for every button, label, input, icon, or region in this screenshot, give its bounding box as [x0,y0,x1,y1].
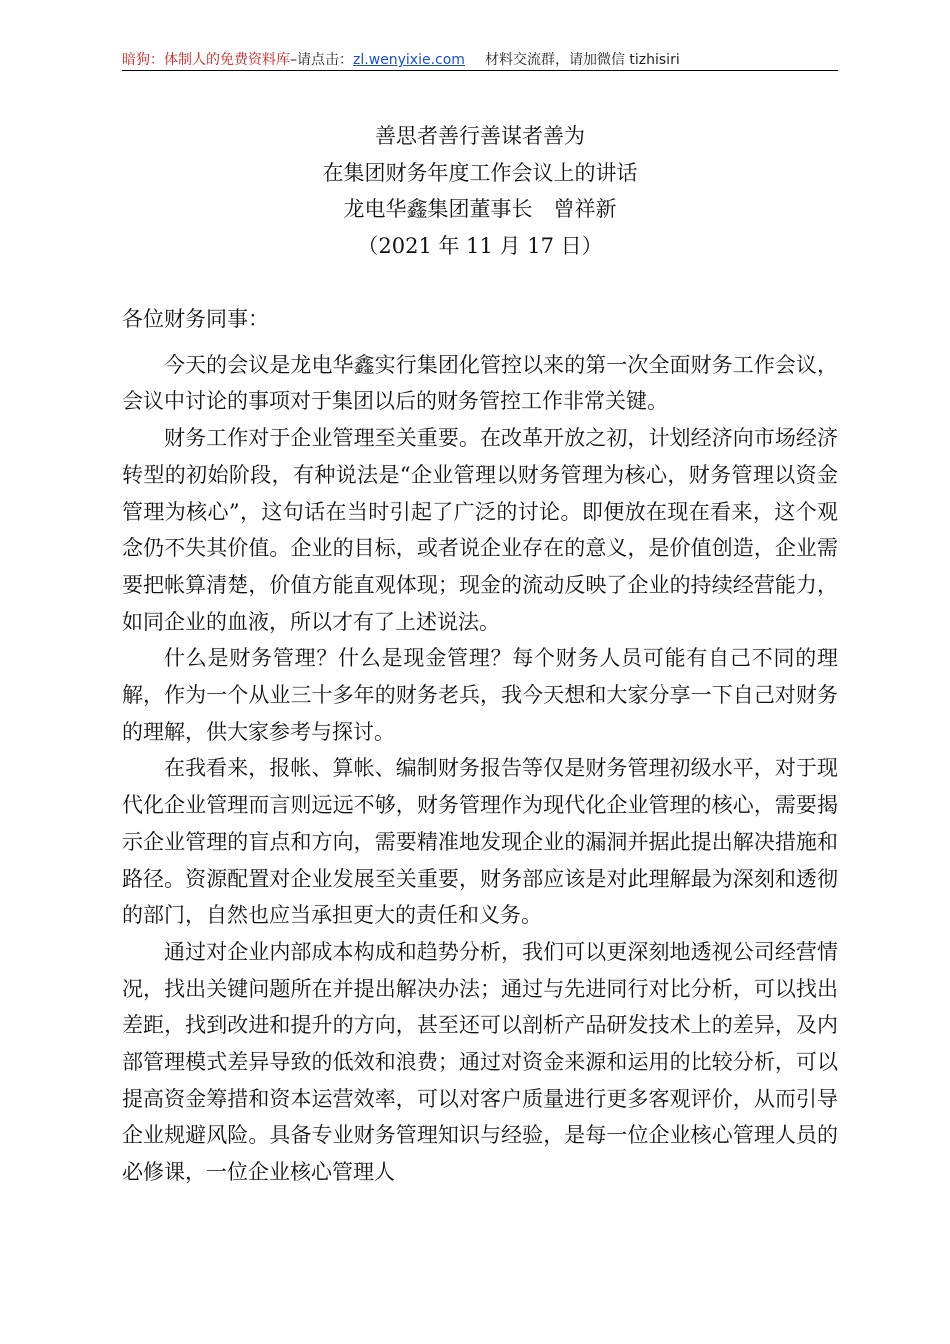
speech-body [122,301,838,1191]
paragraph: 财务工作对于企业管理至关重要。在改革开放之初，计划经济向市场经济转型的初始阶段，有种说法是“企业管理以财务管理为核心，财务管理以资金管理为核心”，这句话在当时引起了广泛的讨论。即便放在现在看来，这个观念仍不失其价值。企业的目标，或者说企业存在的意义，是价值创造，企业需要把帐算清楚，价值方能直观体现；现金的流动反映了企业的持续经营能力，如同企业的血液，所以才有了上述说法。 [122,426,838,634]
paragraph: 今天的会议是龙电华鑫实行集团化管控以来的第一次全面财务工作会议，会议中讨论的事项对于集团以后的财务管控工作非常关键。 [122,352,838,414]
header-link[interactable]: zl.wenyixie.com [353,52,465,68]
speech-author: 龙电华鑫集团董事长 曾祥新 [343,197,617,221]
speech-main-title: 善思者善行善谋者善为 [375,124,585,148]
header-prompt: –请点击： [290,52,353,68]
header-divider [122,70,838,71]
header-contact: 材料交流群，请加微信 tizhisiri [484,52,680,68]
speech-title-block [122,118,838,264]
header-brand: 暗狗：体制人的免费资料库 [122,52,290,68]
page-header [122,50,840,70]
speech-subtitle: 在集团财务年度工作会议上的讲话 [322,160,638,185]
paragraph: 什么是财务管理？什么是现金管理？每个财务人员可能有自己不同的理解，作为一个从业三十多年的财务老兵，我今天想和大家分享一下自己对财务的理解，供大家参考与探讨。 [122,646,838,744]
speech-date: （2021 年 11 月 17 日） [357,233,603,258]
paragraph: 在我看来，报帐、算帐、编制财务报告等仅是财务管理初级水平，对于现代化企业管理而言则远远不够，财务管理作为现代化企业管理的核心，需要揭示企业管理的盲点和方向，需要精准地发现企业的漏洞并据此提出解决措施和路径。资源配置对企业发展至关重要，财务部应该是对此理解最为深刻和透彻的部门，自然也应当承担更大的责任和义务。 [122,756,838,928]
salutation: 各位财务同事： [122,307,269,331]
paragraph: 通过对企业内部成本构成和趋势分析，我们可以更深刻地透视公司经营情况，找出关键问题所在并提出解决办法；通过与先进同行对比分析，可以找出差距，找到改进和提升的方向，甚至还可以剖析产品研发技术上的差异，及内部管理模式差异导致的低效和浪费；通过对资金来源和运用的比较分析，可以提高资金筹措和资本运营效率，可以对客户质量进行更多客观评价，从而引导企业规避风险。具备专业财务管理知识与经验，是每一位企业核心管理人员的必修课，一位企业核心管理人 [122,939,838,1185]
